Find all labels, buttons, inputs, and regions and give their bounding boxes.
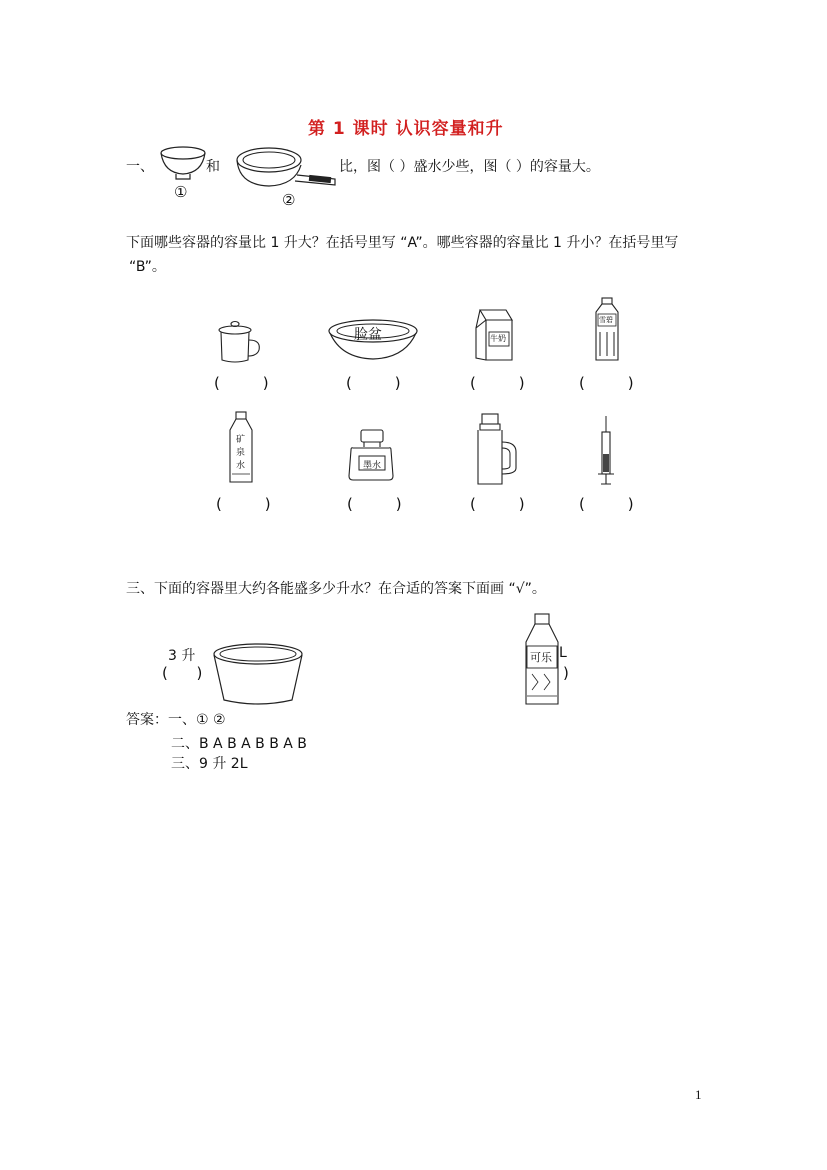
basin-icon [327, 318, 419, 364]
bucket-icon [210, 642, 306, 706]
q1-prefix: 一、 [126, 159, 154, 175]
basin-label: 脸盆 [354, 327, 382, 343]
q1-tail: 比，图（ ）盛水少些，图（ ）的容量大。 [339, 159, 600, 175]
answer-blank-5[interactable]: ( ) [216, 495, 271, 513]
q1-and: 和 [206, 159, 220, 175]
q2-instruction-line2: “B”。 [129, 259, 166, 275]
answer-blank-3[interactable]: ( ) [470, 374, 525, 392]
page-number: 1 [695, 1087, 702, 1102]
page-title: 第 1 课时 认识容量和升 [308, 119, 504, 139]
answer-blank-8[interactable]: ( ) [579, 495, 634, 513]
answer-blank-6[interactable]: ( ) [347, 495, 402, 513]
figure-label-1: ① [174, 183, 188, 201]
bottle-option: L [559, 645, 567, 661]
answer-blank-7[interactable]: ( ) [470, 495, 525, 513]
bucket-option: 3 升 [168, 648, 196, 664]
q3-instruction: 三、下面的容器里大约各能盛多少升水？在合适的答案下面画 “√”。 [126, 581, 546, 597]
bottle-answer-blank[interactable]: ) [563, 664, 569, 682]
answer-line-2: 二、B A B A B B A B [171, 736, 307, 752]
bowl-icon [158, 145, 208, 183]
answer-line-3: 三、9 升 2L [171, 756, 248, 772]
ink-bottle-icon [343, 428, 399, 482]
milk-carton-icon [472, 308, 520, 364]
frying-pan-icon [235, 145, 341, 195]
milk-label: 牛奶 [490, 334, 506, 343]
ink-label: 墨水 [363, 461, 382, 471]
water-bottle-icon [590, 296, 624, 364]
syringe-icon [596, 414, 616, 488]
bucket-answer-blank[interactable]: ( ) [162, 664, 203, 682]
bottle-label: 雪碧 [599, 316, 613, 324]
mineral-water-label: 矿泉水 [236, 435, 246, 471]
mineral-water-bottle-icon [226, 410, 256, 486]
answer-blank-4[interactable]: ( ) [579, 374, 634, 392]
answer-line-1: 答案：一、① ② [126, 712, 226, 728]
cola-label: 可乐 [530, 651, 552, 664]
thermos-icon [472, 412, 522, 486]
answer-blank-1[interactable]: ( ) [214, 374, 269, 392]
q2-instruction-line1: 下面哪些容器的容量比 1 升大？在括号里写 “A”。哪些容器的容量比 1 升小？在括号里写 [126, 235, 679, 251]
figure-label-2: ② [282, 191, 296, 209]
answer-blank-2[interactable]: ( ) [346, 374, 401, 392]
cola-bottle-icon [522, 612, 562, 708]
cup-icon [214, 318, 266, 366]
